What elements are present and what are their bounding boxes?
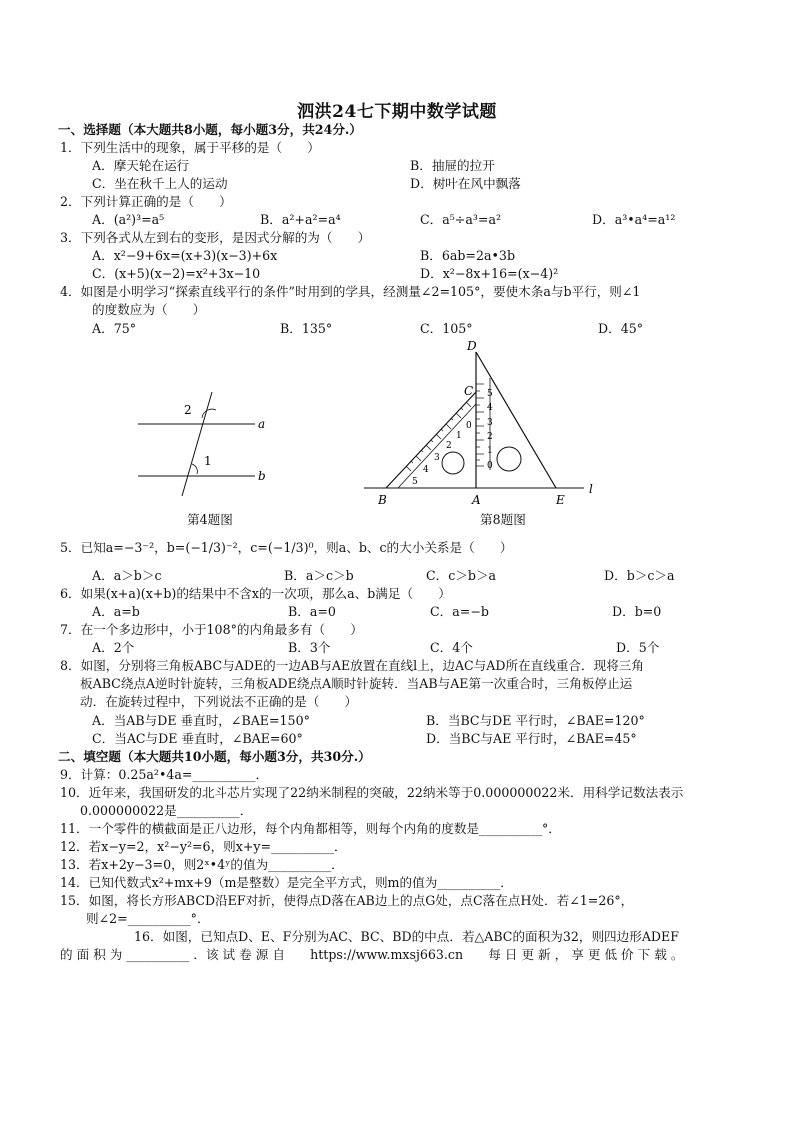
q4-option-a: A．75°: [92, 321, 137, 336]
q8-stem-line2: 板ABC绕点A逆时针旋转，三角板ADE绕点A顺时针旋转．当AB与AE第一次重合时，三角板停止运: [80, 676, 633, 691]
q3-option-a: A．x²−9+6x=(x+3)(x−3)+6x: [92, 248, 278, 263]
q2-option-c: C．a⁵÷a³=a²: [420, 212, 502, 227]
q7-stem: 7．在一个多边形中，小于108°的内角最多有（ ）: [60, 622, 363, 637]
angle-2-label: 2: [184, 403, 192, 417]
q1-option-b: B．抽屉的拉开: [410, 158, 495, 173]
q7-option-b: B．3个: [288, 640, 331, 655]
q5-option-c: C．c＞b＞a: [426, 568, 497, 583]
point-b-label: B: [378, 493, 387, 507]
ruler-v-tick-1: 1: [487, 446, 493, 456]
q3-stem: 3．下列各式从左到右的变形，是因式分解的为（ ）: [60, 230, 371, 245]
q6-stem: 6．如果(x+a)(x+b)的结果中不含x的一次项，那么a、b满足（ ）: [60, 586, 451, 601]
q1-option-c: C．坐在秋千上人的运动: [92, 176, 228, 191]
figure-4-caption: 第4题图: [187, 512, 233, 527]
q10-line1: 10．近年来，我国研发的北斗芯片实现了22纳米制程的突破，22纳米等于0.000000022米．用科学记数法表示: [60, 785, 684, 800]
q10-line2: 0.000000022是__________．: [80, 803, 253, 818]
q8-option-d: D．当BC与AE 平行时，∠BAE=45°: [426, 731, 637, 746]
q3-option-b: B．6ab=2a•3b: [420, 248, 516, 263]
q5-option-d: D．b＞c＞a: [604, 568, 675, 583]
q4-option-c: C．105°: [420, 321, 473, 336]
q6-option-d: D．b=0: [612, 604, 662, 619]
ruler-d-tick-4: 4: [423, 465, 429, 475]
ruler-v-tick-3: 3: [487, 418, 493, 428]
q5-option-a: A．a＞b＞c: [92, 568, 162, 583]
q6-option-b: B．a=0: [288, 604, 336, 619]
section-choice-heading: 一、选择题（本大题共8小题，每小题3分，共24分.）: [58, 122, 362, 137]
page-title: 泗洪24七下期中数学试题: [297, 102, 497, 122]
ruler-v-tick-2: 2: [487, 432, 493, 442]
q8-option-b: B．当BC与DE 平行时，∠BAE=120°: [426, 713, 645, 728]
q15-line1: 15．如图，将长方形ABCD沿EF对折，使得点D落在AB边上的点G处，点C落在点H处．若∠1=26°，: [60, 893, 634, 908]
q11: 11．一个零件的横截面是正八边形，每个内角都相等，则每个内角的度数是__________°．: [60, 821, 561, 836]
point-a-label: A: [472, 493, 481, 507]
q12: 12．若x−y=2，x²−y²=6，则x+y=__________．: [60, 839, 347, 854]
ruler-v-tick-4: 4: [487, 403, 493, 413]
ruler-v-tick-0: 0: [487, 461, 493, 471]
q4-stem-line2: 的度数应为（ ）: [92, 302, 206, 317]
q8-option-a: A．当AB与DE 垂直时，∠BAE=150°: [92, 713, 310, 728]
q16-line2: 的 面 积 为 __________ ．该 试 卷 源 自 https://www.mxsj663.cn 每 日 更 新 ， 享 更 低 价 下 载 。: [60, 947, 684, 962]
q7-option-d: D．5个: [616, 640, 660, 655]
q15-line2: 则∠2=__________°．: [86, 911, 210, 926]
q7-option-a: A．2个: [92, 640, 135, 655]
line-l-label: l: [589, 482, 593, 496]
q14: 14．已知代数式x²+mx+9（m是整数）是完全平方式，则m的值为__________．: [60, 875, 513, 890]
q1-stem: 1．下列生活中的现象，属于平移的是（ ）: [60, 140, 320, 155]
q5-option-b: B．a＞c＞b: [284, 568, 354, 583]
ruler-d-tick-2: 2: [446, 441, 452, 451]
ruler-d-tick-1: 1: [456, 431, 462, 441]
q8-stem-line1: 8．如图，分别将三角板ABC与ADE的一边AB与AE放置在直线l上，边AC与AD所在直线重合．现将三角: [60, 658, 644, 673]
q4-option-d: D．45°: [598, 321, 644, 336]
q4-option-b: B．135°: [280, 321, 333, 336]
q9: 9．计算：0.25a²•4a=__________．: [60, 767, 269, 782]
q4-stem-line1: 4．如图是小明学习“探索直线平行的条件”时用到的学具，经测量∠2=105°，要使木条a与b平行，则∠1: [60, 284, 641, 299]
q8-option-c: C．当AC与DE 垂直时，∠BAE=60°: [92, 731, 303, 746]
ruler-d-tick-0: 0: [466, 421, 472, 431]
section-fill-heading: 二、填空题（本大题共10小题，每小题3分，共30分.）: [58, 749, 371, 764]
q1-option-d: D．树叶在风中飘落: [410, 176, 521, 191]
q2-option-b: B．a²+a²=a⁴: [260, 212, 341, 227]
q13: 13．若x+2y−3=0，则2ˣ•4ʸ的值为__________．: [60, 857, 344, 872]
q1-option-a: A．摩天轮在运行: [92, 158, 190, 173]
q2-option-d: D．a³•a⁴=a¹²: [592, 212, 676, 227]
ruler-d-tick-5: 5: [412, 477, 418, 487]
ruler-d-tick-3: 3: [434, 453, 440, 463]
figure-4-parallel-lines: [130, 380, 280, 510]
q2-option-a: A．(a²)³=a⁵: [92, 212, 165, 227]
ruler-v-tick-5: 5: [487, 389, 493, 399]
q5-stem: 5．已知a=−3⁻²，b=(−1/3)⁻²，c=(−1/3)⁰，则a、b、c的大小关系是（ ）: [60, 540, 513, 555]
q3-option-d: D．x²−8x+16=(x−4)²: [420, 266, 559, 281]
q2-stem: 2．下列计算正确的是（ ）: [60, 194, 232, 209]
q8-stem-line3: 动．在旋转过程中，下列说法不正确的是（ ）: [80, 694, 358, 709]
q16-line1: 16．如图，已知点D、E、F分别为AC、BC、BD的中点．若△ABC的面积为32，则四边形ADEF: [134, 929, 679, 944]
q6-option-a: A．a=b: [92, 604, 140, 619]
q3-option-c: C．(x+5)(x−2)=x²+3x−10: [92, 266, 261, 281]
figure-8-triangle-boards: [360, 338, 610, 508]
figure-8-caption: 第8题图: [480, 512, 526, 527]
angle-1-label: 1: [204, 454, 212, 468]
line-a-label: a: [258, 417, 266, 431]
point-d-label: D: [467, 339, 477, 353]
point-e-label: E: [556, 493, 565, 507]
point-c-label: C: [464, 384, 474, 398]
q6-option-c: C．a=−b: [430, 604, 489, 619]
line-b-label: b: [258, 469, 266, 483]
q7-option-c: C．4个: [430, 640, 473, 655]
